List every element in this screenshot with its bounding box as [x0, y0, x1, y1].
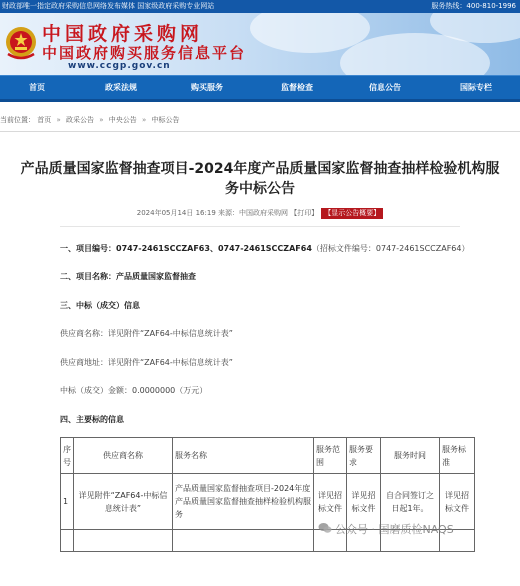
table-cell: 详见招标文件	[314, 474, 347, 530]
table-cell: 1	[61, 474, 74, 530]
table-cell	[74, 530, 173, 552]
table-header-cell: 服务时间	[381, 438, 440, 474]
table-cell: 产品质量国家监督抽查项目-2024年度产品质量国家监督抽查抽样检验机构服务	[173, 474, 314, 530]
nav-item-announcements[interactable]: 信息公告	[369, 83, 401, 92]
table-cell: 详见招标文件	[347, 474, 381, 530]
project-number: 一、项目编号：0747-2461SCCZAF63、0747-2461SCCZAF64	[60, 244, 312, 253]
site-url: www.ccgp.gov.cn	[68, 61, 171, 71]
service-hotline: 服务热线：400-810-1996	[431, 2, 516, 10]
top-slogan: 财政部唯一指定政府采购信息网络发布媒体 国家级政府采购专业网站	[2, 2, 215, 10]
section-project-name: 二、项目名称：产品质量国家监督抽查	[60, 272, 196, 281]
show-summary-button[interactable]: 【显示公告概要】	[321, 208, 383, 219]
table-header-cell: 服务要求	[347, 438, 381, 474]
national-emblem-icon[interactable]	[4, 24, 38, 62]
breadcrumb-procurement[interactable]: 政采公告	[66, 116, 94, 124]
breadcrumb-prefix: 当前位置：	[0, 116, 35, 124]
section-main-items: 四、主要标的信息	[60, 415, 124, 424]
breadcrumb-separator: »	[142, 116, 147, 124]
site-subtitle: 中国政府购买服务信息平台	[42, 44, 247, 62]
table-header-cell: 序号	[61, 438, 74, 474]
award-amount: 中标（成交）金额：0.0000000（万元）	[60, 386, 208, 395]
table-cell: 详见附件“ZAF64-中标信息统计表”	[74, 474, 173, 530]
supplier-name: 供应商名称：详见附件“ZAF64-中标信息统计表”	[60, 329, 233, 338]
site-banner	[0, 13, 520, 75]
nav-item-supervision[interactable]: 监督检查	[281, 83, 313, 92]
breadcrumb-home[interactable]: 首页	[37, 116, 52, 124]
table-cell: 自合同签订之日起1年。	[381, 474, 440, 530]
table-cell: 详见招标文件	[440, 474, 475, 530]
divider	[60, 226, 460, 227]
section-project-number	[60, 243, 469, 255]
nav-item-international[interactable]: 国际专栏	[460, 83, 492, 92]
tender-file-number: （招标文件编号：0747-2461SCCZAF64）	[311, 244, 470, 253]
wechat-icon	[318, 522, 332, 534]
table-header-cell: 服务范围	[314, 438, 347, 474]
table-header-cell: 服务名称	[173, 438, 314, 474]
table-header-cell: 供应商名称	[74, 438, 173, 474]
watermark: 公众号 · 国磨质检NAQS	[335, 523, 454, 536]
top-info-bar	[0, 0, 520, 13]
table-header-cell: 服务标准	[440, 438, 475, 474]
table-cell	[173, 530, 314, 552]
main-nav	[0, 75, 520, 102]
page-title: 产品质量国家监督抽查项目-2024年度产品质量国家监督抽查抽样检验机构服务中标公告	[20, 161, 500, 197]
breadcrumb-separator: »	[56, 116, 61, 124]
breadcrumb-award[interactable]: 中标公告	[151, 116, 180, 124]
table-cell	[61, 530, 74, 552]
breadcrumb-central[interactable]: 中央公告	[108, 116, 137, 124]
section-award-info: 三、中标（成交）信息	[60, 301, 140, 310]
nav-item-home[interactable]: 首页	[29, 83, 45, 92]
nav-item-purchase-services[interactable]: 购买服务	[191, 83, 223, 92]
article-meta	[0, 207, 520, 219]
table-header-row	[61, 438, 475, 474]
breadcrumb-separator: »	[99, 116, 104, 124]
breadcrumb	[0, 113, 520, 127]
site-name[interactable]: 中国政府采购网	[42, 23, 204, 45]
nav-item-regulations[interactable]: 政采法规	[105, 83, 137, 92]
publish-info: 2024年05月14日 16:19 来源：中国政府采购网 【打印】	[136, 209, 319, 217]
supplier-address: 供应商地址：详见附件“ZAF64-中标信息统计表”	[60, 358, 233, 367]
divider	[0, 131, 520, 132]
